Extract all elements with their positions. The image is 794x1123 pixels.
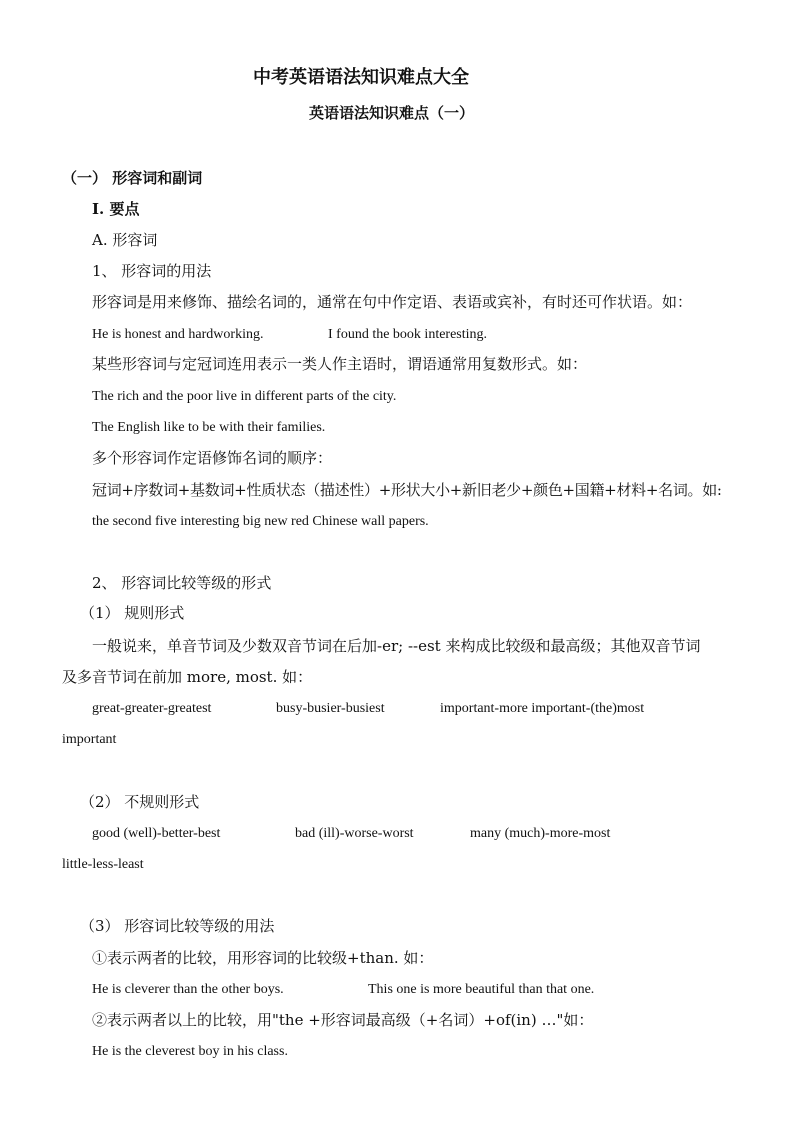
example-line: The English like to be with their families.	[92, 420, 326, 435]
example-line: This one is more beautiful than that one.	[368, 982, 595, 997]
example-line: important	[62, 732, 117, 747]
paragraph-multi-compare: ②表示两者以上的比较，用"the +形容词最高级（+名词）+of(in) …"如：	[92, 1011, 594, 1029]
example-line: He is honest and hardworking.	[92, 327, 264, 342]
part-a-heading: A. 形容词	[92, 231, 158, 249]
example-line: little-less-least	[62, 857, 144, 872]
paragraph-order: 多个形容词作定语修饰名词的顺序：	[92, 449, 333, 467]
page-subtitle: 英语语法知识难点（一）	[309, 104, 475, 122]
subheading-irregular: （2） 不规则形式	[80, 793, 200, 811]
example-line: I found the book interesting.	[328, 327, 488, 342]
paragraph-order-formula: 冠词+序数词+基数词+性质状态（描述性）+形状大小+新旧老少+颜色+国籍+材料+名词。如:	[92, 481, 722, 499]
paragraph-two-compare: ①表示两者的比较，用形容词的比较级+than. 如：	[92, 949, 434, 967]
example-line: many (much)-more-most	[470, 826, 611, 841]
paragraph-regular-cont: 及多音节词在前加 more, most. 如：	[62, 668, 313, 686]
example-line: good (well)-better-best	[92, 826, 221, 841]
paragraph-plural: 某些形容词与定冠词连用表示一类人作主语时，谓语通常用复数形式。如：	[92, 355, 588, 373]
example-line: The rich and the poor live in different parts of the city.	[92, 389, 397, 404]
example-line: great-greater-greatest	[92, 701, 212, 716]
subheading-comparison-usage: （3） 形容词比较等级的用法	[80, 917, 275, 935]
example-line: busy-busier-busiest	[276, 701, 385, 716]
part-heading: I. 要点	[92, 200, 140, 218]
paragraph-definition: 形容词是用来修饰、描绘名词的，通常在句中作定语、表语或宾补，有时还可作状语。如：	[92, 293, 693, 311]
subheading-usage: 1、 形容词的用法	[92, 262, 212, 280]
example-line: He is the cleverest boy in his class.	[92, 1044, 288, 1059]
example-line: the second five interesting big new red Chinese wall papers.	[92, 514, 429, 529]
paragraph-regular: 一般说来，单音节词及少数双音节词在后加-er; --est 来构成比较级和最高级；其他双音节词	[92, 637, 701, 655]
example-line: important-more important-(the)most	[440, 701, 645, 716]
example-line: He is cleverer than the other boys.	[92, 982, 284, 997]
example-line: bad (ill)-worse-worst	[295, 826, 414, 841]
section-heading: （一） 形容词和副词	[62, 169, 203, 187]
page-title: 中考英语语法知识难点大全	[253, 67, 469, 88]
subheading-regular: （1） 规则形式	[80, 604, 185, 622]
subheading-comparison-forms: 2、 形容词比较等级的形式	[92, 574, 272, 592]
